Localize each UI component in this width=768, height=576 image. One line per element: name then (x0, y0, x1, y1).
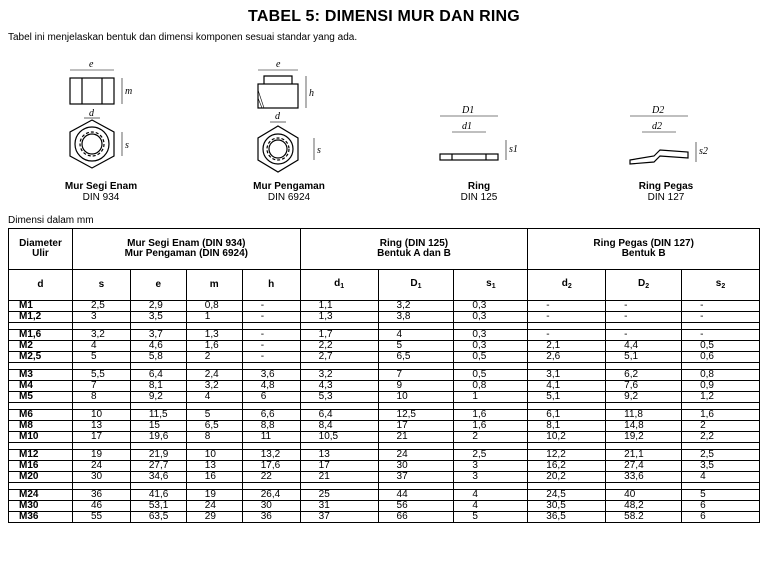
table-cell: 37 (378, 472, 454, 483)
table-cell: 27,7 (130, 461, 186, 472)
table-cell: 2,4 (186, 370, 242, 381)
table-cell: 1,1 (300, 301, 378, 312)
table-cell: 3,2 (186, 381, 242, 392)
header-nut-group: Mur Segi Enam (DIN 934) Mur Pengaman (DIN 6924) (72, 229, 300, 270)
table-cell: 10,5 (300, 432, 378, 443)
column-header: $s_2$ (682, 270, 760, 301)
table-cell: 21,1 (606, 450, 682, 461)
table-cell: 15 (130, 421, 186, 432)
dim-label: s2 (699, 146, 708, 157)
table-cell: 6,5 (186, 421, 242, 432)
table-cell: 0,3 (454, 312, 528, 323)
table-cell: 3,2 (378, 301, 454, 312)
thread-size-cell: M30 (9, 501, 73, 512)
table-cell: - (242, 352, 300, 363)
table-cell: 7,6 (606, 381, 682, 392)
table-cell: 4 (186, 392, 242, 403)
table-row (9, 381, 760, 392)
group-separator (9, 323, 760, 330)
column-header: d (9, 270, 73, 301)
table-cell: 44 (378, 490, 454, 501)
table-cell: 14,8 (606, 421, 682, 432)
table-cell: 5 (186, 410, 242, 421)
table-cell: 5,1 (606, 352, 682, 363)
dim-label: s1 (509, 144, 518, 155)
table-row (9, 312, 760, 323)
table-cell: 2,2 (682, 432, 760, 443)
dim-label: D1 (462, 105, 475, 116)
table-cell: 2,2 (300, 341, 378, 352)
table-cell: 19 (72, 450, 130, 461)
table-cell: 4 (682, 472, 760, 483)
table-cell: 3,7 (130, 330, 186, 341)
table-cell: 3 (454, 461, 528, 472)
dim-label: e (89, 59, 94, 70)
table-cell: - (242, 312, 300, 323)
spring-washer-drawing (624, 104, 724, 174)
thread-size-cell: M2,5 (9, 352, 73, 363)
table-cell: - (528, 330, 606, 341)
table-row (9, 512, 760, 523)
header-spring-washer-group: Ring Pegas (DIN 127) Bentuk B (528, 229, 760, 270)
table-cell: 0,3 (454, 330, 528, 341)
table-cell: 11 (242, 432, 300, 443)
table-cell: 5,3 (300, 392, 378, 403)
thread-size-cell: M24 (9, 490, 73, 501)
table-cell: 4,1 (528, 381, 606, 392)
thread-size-cell: M5 (9, 392, 73, 403)
table-cell: 16 (186, 472, 242, 483)
table-cell: 2,7 (300, 352, 378, 363)
table-row (9, 432, 760, 443)
table-cell: 46 (72, 501, 130, 512)
table-row (9, 450, 760, 461)
table-cell: 30 (242, 501, 300, 512)
page-subtitle: Tabel ini menjelaskan bentuk dan dimensi komponen sesuai standar yang ada. (8, 32, 358, 43)
table-cell: 21 (300, 472, 378, 483)
table-cell: 0,5 (682, 341, 760, 352)
table-row (9, 421, 760, 432)
table-cell: 22 (242, 472, 300, 483)
dim-label: m (125, 86, 133, 97)
table-cell: 33,6 (606, 472, 682, 483)
table-row (9, 341, 760, 352)
lock-nut-drawing (250, 56, 340, 176)
table-cell: 2,5 (454, 450, 528, 461)
unit-note: Dimensi dalam mm (8, 215, 94, 226)
dim-label: d1 (462, 121, 472, 132)
table-cell: 56 (378, 501, 454, 512)
table-cell: 2,5 (72, 301, 130, 312)
table-cell: - (682, 301, 760, 312)
table-cell: 29 (186, 512, 242, 523)
table-row (9, 501, 760, 512)
table-cell: 63,5 (130, 512, 186, 523)
dim-label: d (275, 111, 280, 122)
table-cell: 16,2 (528, 461, 606, 472)
table-cell: - (606, 312, 682, 323)
table-cell: 2,1 (528, 341, 606, 352)
table-cell: 1,6 (454, 421, 528, 432)
hex-nut-drawing (62, 56, 152, 176)
table-row (9, 330, 760, 341)
table-cell: 53,1 (130, 501, 186, 512)
table-cell: 9,2 (130, 392, 186, 403)
table-cell: 48,2 (606, 501, 682, 512)
table-cell: 19,6 (130, 432, 186, 443)
column-header: h (242, 270, 300, 301)
table-cell: 4,3 (300, 381, 378, 392)
thread-size-cell: M4 (9, 381, 73, 392)
table-cell: 24 (378, 450, 454, 461)
table-cell: 8,1 (528, 421, 606, 432)
table-cell: 3,1 (528, 370, 606, 381)
table-cell: 10 (378, 392, 454, 403)
table-cell: 36,5 (528, 512, 606, 523)
table-cell: 1,6 (186, 341, 242, 352)
washer-drawing (432, 104, 532, 174)
table-cell: 10,2 (528, 432, 606, 443)
table-cell: 4,4 (606, 341, 682, 352)
table-cell: 3,2 (300, 370, 378, 381)
table-cell: 13 (186, 461, 242, 472)
table-cell: 17 (300, 461, 378, 472)
thread-size-cell: M20 (9, 472, 73, 483)
table-cell: 0,9 (682, 381, 760, 392)
column-header: s (72, 270, 130, 301)
table-cell: 3,5 (682, 461, 760, 472)
table-cell: - (242, 330, 300, 341)
table-cell: 3,6 (242, 370, 300, 381)
table-cell: 0,8 (682, 370, 760, 381)
table-cell: 24 (186, 501, 242, 512)
column-header: $d_2$ (528, 270, 606, 301)
table-cell: - (528, 312, 606, 323)
table-cell: 26,4 (242, 490, 300, 501)
table-cell: 25 (300, 490, 378, 501)
table-row (9, 392, 760, 403)
table-cell: 5 (72, 352, 130, 363)
table-row (9, 301, 760, 312)
table-cell: 0,5 (454, 370, 528, 381)
group-separator (9, 443, 760, 450)
table-cell: 2,6 (528, 352, 606, 363)
group-separator (9, 363, 760, 370)
table-cell: 40 (606, 490, 682, 501)
table-cell: 24 (72, 461, 130, 472)
table-cell: 3 (454, 472, 528, 483)
table-cell: 17 (72, 432, 130, 443)
table-cell: 1,3 (186, 330, 242, 341)
table-row (9, 461, 760, 472)
table-cell: 3,2 (72, 330, 130, 341)
table-cell: 27,4 (606, 461, 682, 472)
table-cell: 5,5 (72, 370, 130, 381)
table-cell: 13,2 (242, 450, 300, 461)
table-cell: 2,5 (682, 450, 760, 461)
column-header: $d_1$ (300, 270, 378, 301)
table-row (9, 410, 760, 421)
table-cell: 19 (186, 490, 242, 501)
table-cell: 0,8 (186, 301, 242, 312)
table-cell: 2,9 (130, 301, 186, 312)
table-cell: 20,2 (528, 472, 606, 483)
table-cell: 5 (454, 512, 528, 523)
table-cell: 4,8 (242, 381, 300, 392)
table-cell: 66 (378, 512, 454, 523)
table-cell: 1,2 (682, 392, 760, 403)
table-row (9, 370, 760, 381)
table-cell: 1 (186, 312, 242, 323)
table-cell: 6,1 (528, 410, 606, 421)
column-header: e (130, 270, 186, 301)
table-cell: - (242, 301, 300, 312)
table-cell: 6 (682, 512, 760, 523)
column-header: $s_1$ (454, 270, 528, 301)
table-cell: 8,4 (300, 421, 378, 432)
table-cell: 9,2 (606, 392, 682, 403)
table-cell: 24,5 (528, 490, 606, 501)
table-row (9, 472, 760, 483)
figure-caption: Ring Pegas DIN 127 (638, 181, 694, 203)
table-cell: 4 (454, 501, 528, 512)
table-cell: 55 (72, 512, 130, 523)
table-cell: 37 (300, 512, 378, 523)
table-cell: 5 (378, 341, 454, 352)
thread-size-cell: M1 (9, 301, 73, 312)
figure-caption: Mur Segi Enam DIN 934 (64, 181, 138, 203)
table-cell: 13 (300, 450, 378, 461)
thread-size-cell: M12 (9, 450, 73, 461)
table-cell: 30 (72, 472, 130, 483)
dim-label: s (317, 145, 321, 156)
table-cell: 9 (378, 381, 454, 392)
table-cell: 7 (72, 381, 130, 392)
table-cell: - (606, 330, 682, 341)
table-cell: 4,6 (130, 341, 186, 352)
page-title: TABEL 5: DIMENSI MUR DAN RING (248, 8, 520, 25)
table-cell: 3,8 (378, 312, 454, 323)
table-cell: 8,8 (242, 421, 300, 432)
table-cell: 6,4 (130, 370, 186, 381)
thread-size-cell: M3 (9, 370, 73, 381)
table-row (9, 352, 760, 363)
thread-size-cell: M1,2 (9, 312, 73, 323)
dim-label: h (309, 88, 314, 99)
table-cell: 7 (378, 370, 454, 381)
table-cell: 12,5 (378, 410, 454, 421)
thread-size-cell: M36 (9, 512, 73, 523)
table-cell: 6 (242, 392, 300, 403)
table-cell: 17 (378, 421, 454, 432)
table-cell: - (528, 301, 606, 312)
table-cell: 6,2 (606, 370, 682, 381)
table-cell: 1,6 (682, 410, 760, 421)
table-cell: 4 (378, 330, 454, 341)
table-cell: 4 (72, 341, 130, 352)
table-cell: 13 (72, 421, 130, 432)
table-cell: 1 (454, 392, 528, 403)
table-cell: 31 (300, 501, 378, 512)
table-cell: 3 (72, 312, 130, 323)
table-cell: 1,6 (454, 410, 528, 421)
header-diameter: Diameter Ulir (9, 229, 73, 270)
table-cell: 21 (378, 432, 454, 443)
thread-size-cell: M8 (9, 421, 73, 432)
table-cell: 6,6 (242, 410, 300, 421)
table-cell: 58.2 (606, 512, 682, 523)
table-cell: 36 (72, 490, 130, 501)
table-cell: 8 (72, 392, 130, 403)
table-cell: 2 (682, 421, 760, 432)
table-cell: 5 (682, 490, 760, 501)
thread-size-cell: M1,6 (9, 330, 73, 341)
group-separator (9, 483, 760, 490)
table-cell: 11,8 (606, 410, 682, 421)
table-cell: 41,6 (130, 490, 186, 501)
dim-label: e (276, 59, 281, 70)
table-cell: 11,5 (130, 410, 186, 421)
dimension-table (8, 228, 760, 523)
column-header: m (186, 270, 242, 301)
table-row (9, 490, 760, 501)
table-cell: - (242, 341, 300, 352)
group-separator (9, 403, 760, 410)
thread-size-cell: M16 (9, 461, 73, 472)
table-cell: 0,8 (454, 381, 528, 392)
table-cell: 21,9 (130, 450, 186, 461)
table-cell: 4 (454, 490, 528, 501)
table-cell: 17,6 (242, 461, 300, 472)
thread-size-cell: M2 (9, 341, 73, 352)
table-cell: 6 (682, 501, 760, 512)
table-cell: 8,1 (130, 381, 186, 392)
table-cell: - (682, 330, 760, 341)
table-cell: 3,5 (130, 312, 186, 323)
table-cell: 2 (186, 352, 242, 363)
table-cell: 0,6 (682, 352, 760, 363)
column-header: $D_1$ (378, 270, 454, 301)
dim-label: D2 (652, 105, 665, 116)
table-cell: 2 (454, 432, 528, 443)
table-cell: 5,1 (528, 392, 606, 403)
table-cell: 6,4 (300, 410, 378, 421)
column-header: $D_2$ (606, 270, 682, 301)
table-cell: - (682, 312, 760, 323)
thread-size-cell: M6 (9, 410, 73, 421)
table-cell: 0,5 (454, 352, 528, 363)
table-cell: 10 (72, 410, 130, 421)
figure-caption: Ring DIN 125 (460, 181, 498, 203)
dim-label: s (125, 140, 129, 151)
table-cell: 30,5 (528, 501, 606, 512)
table-cell: 19,2 (606, 432, 682, 443)
table-cell: 0,3 (454, 301, 528, 312)
thread-size-cell: M10 (9, 432, 73, 443)
table-cell: 8 (186, 432, 242, 443)
table-cell: 30 (378, 461, 454, 472)
table-cell: 0,3 (454, 341, 528, 352)
header-washer-group: Ring (DIN 125) Bentuk A dan B (300, 229, 528, 270)
table-cell: 10 (186, 450, 242, 461)
table-cell: 12,2 (528, 450, 606, 461)
table-cell: - (606, 301, 682, 312)
table-cell: 1,7 (300, 330, 378, 341)
table-cell: 34,6 (130, 472, 186, 483)
dim-label: d2 (652, 121, 662, 132)
table-cell: 5,8 (130, 352, 186, 363)
table-cell: 1,3 (300, 312, 378, 323)
figure-caption: Mur Pengaman DIN 6924 (253, 181, 325, 203)
table-cell: 36 (242, 512, 300, 523)
dim-label: d (89, 108, 94, 119)
table-cell: 6,5 (378, 352, 454, 363)
